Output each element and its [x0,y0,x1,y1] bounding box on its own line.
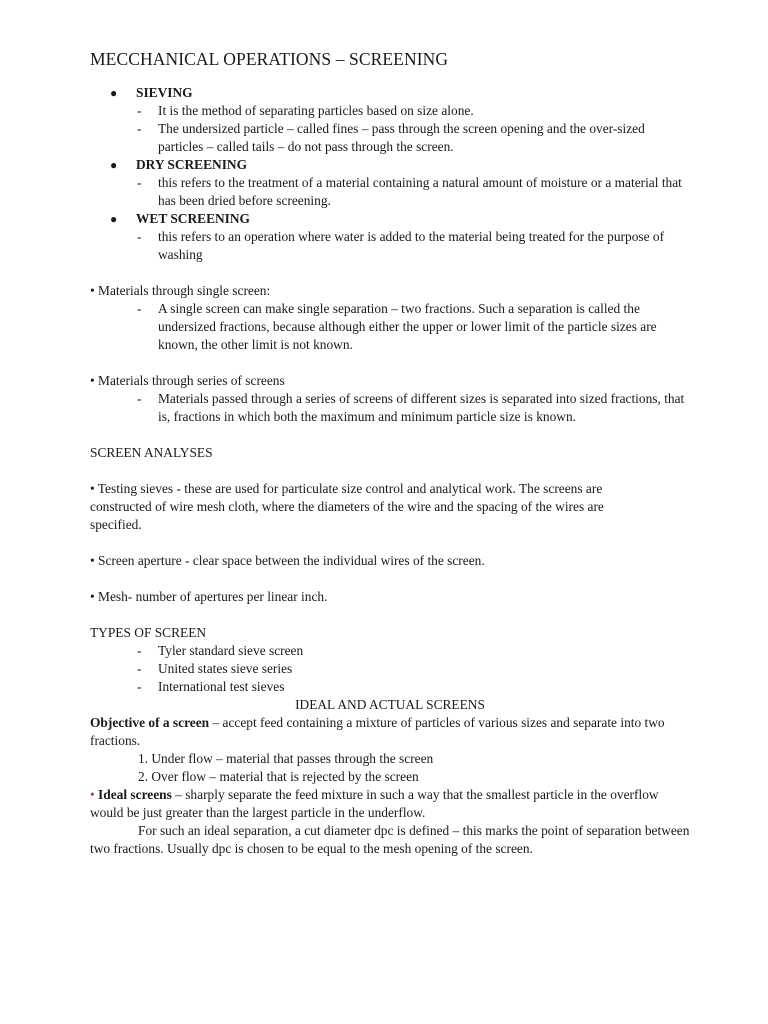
objective-paragraph: Objective of a screen – accept feed containing a mixture of particles of various sizes and separate into two fractions. [90,715,665,748]
dash-item: - International test sieves [137,679,285,694]
flow-item: 2. Over flow – material that is rejected by the screen [138,769,419,784]
bullet-icon: ● [110,86,118,100]
bullet-icon: ● [110,158,118,172]
dash-item: - this refers to an operation where water is added to the material being treated for the purpose of washing [137,229,665,262]
ideal-actual-heading: IDEAL AND ACTUAL SCREENS [295,697,485,712]
flow-item: 1. Under flow – material that passes through the screen [138,751,434,766]
ideal-screens-paragraph: • Ideal screens – sharply separate the feed mixture in such a way that the smallest particle in the overflow would be just greater than the largest particle in the underflow. [90,787,659,820]
dash-item: - Tyler standard sieve screen [137,643,304,658]
dash-icon: - [137,229,142,244]
bullet-label: SIEVING [136,85,193,100]
bullet-icon: ● [110,212,118,226]
dash-icon: - [137,301,142,316]
testing-sieves-paragraph: • Testing sieves - these are used for particulate size control and analytical work. The screens are constructed of wire mesh cloth, where the diameters of the wire and the spacing of the wires are specified. [90,481,604,532]
types-heading: TYPES OF SCREEN [90,625,207,640]
mesh-paragraph: • Mesh- number of apertures per linear inch. [90,589,328,604]
dash-icon: - [137,679,142,694]
screen-aperture-paragraph: • Screen aperture - clear space between the individual wires of the screen. [90,553,485,568]
bullet-sieving [90,84,690,102]
series-screens-heading: • Materials through series of screens [90,373,285,388]
bullet-dry-screening [90,156,690,174]
dash-item: - It is the method of separating particles based on size alone. [137,103,474,118]
dash-item: - The undersized particle – called fines – pass through the screen opening and the over-sized particles – called tails – do not pass through the screen. [137,121,645,154]
dash-item: - A single screen can make single separation – two fractions. Such a separation is called the undersized fractions, because although either the upper or lower limit of the particle sizes are known, the other limit is not known. [137,301,657,352]
single-screen-heading: • Materials through single screen: [90,283,271,298]
objective-label: Objective of a screen [90,715,210,730]
bullet-label: DRY SCREENING [136,157,248,172]
dash-icon: - [137,175,142,190]
bullet-wet-screening [90,210,690,228]
dash-icon: - [137,661,142,676]
dash-item: - this refers to the treatment of a material containing a natural amount of moisture or a material that has been dried before screening. [137,175,682,208]
ideal-screens-label: Ideal screens [98,787,172,802]
dash-item: - United states sieve series [137,661,293,676]
dash-icon: - [137,391,142,406]
screen-analyses-heading: SCREEN ANALYSES [90,445,213,460]
document-page [90,46,690,858]
dash-icon: - [137,643,142,658]
bullet-icon: • [90,787,99,802]
dash-icon: - [137,121,142,136]
page-title: MECCHANICAL OPERATIONS – SCREENING [90,49,449,69]
dash-item: - Materials passed through a series of screens of different sizes is separated into sized fractions, that is, fractions in which both the maximum and minimum particle size is known. [137,391,685,424]
cut-diameter-paragraph: For such an ideal separation, a cut diameter dpc is defined – this marks the point of separation between two fractions. Usually dpc is chosen to be equal to the mesh opening of the screen. [90,823,690,856]
bullet-label: WET SCREENING [136,211,250,226]
dash-icon: - [137,103,142,118]
